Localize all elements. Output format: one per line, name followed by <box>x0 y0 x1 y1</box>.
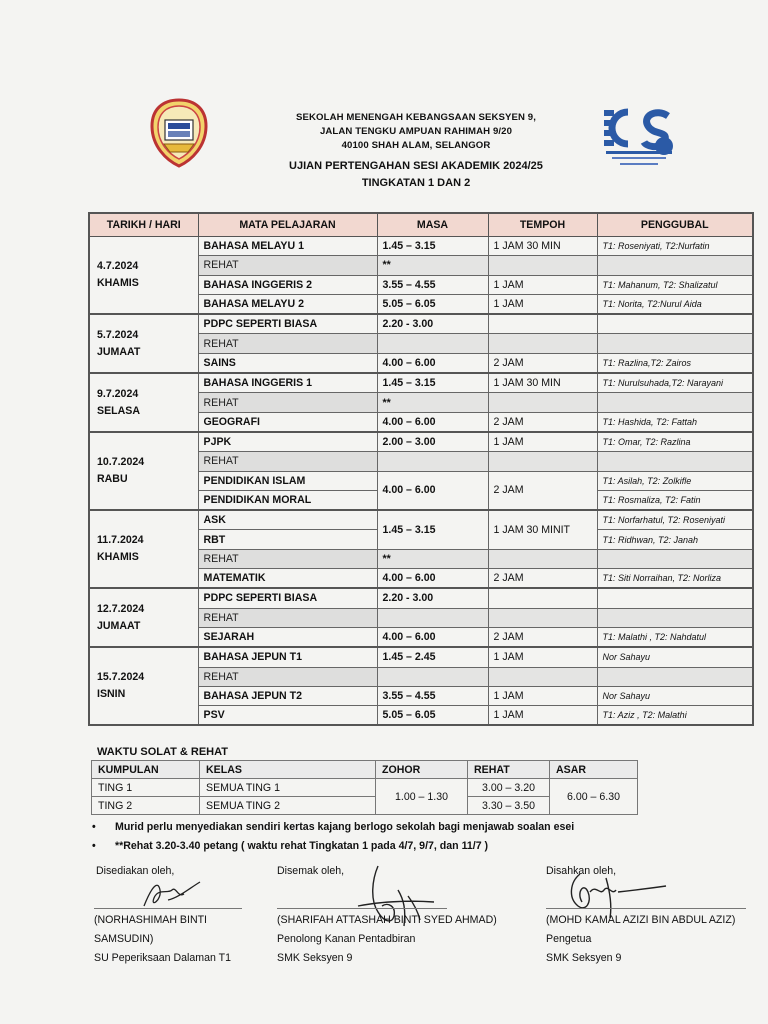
exam-day: JUMAAT <box>97 345 141 358</box>
signature-role: SU Peperiksaan Dalaman T1 <box>94 952 232 964</box>
duration-cell <box>488 256 597 275</box>
setter-cell: T1: Norfarhatul, T2: Roseniyati <box>597 510 753 530</box>
signature-name-cont: SAMSUDIN) <box>94 933 154 945</box>
time-cell: 4.00 – 6.00 <box>377 353 488 373</box>
signature-reviewed-details <box>277 911 497 968</box>
signature-reviewed <box>277 862 344 881</box>
timetable-row <box>89 510 753 530</box>
duration-cell <box>488 314 597 334</box>
subject-cell: BAHASA JEPUN T1 <box>198 647 377 667</box>
time-cell: 4.00 – 6.00 <box>377 627 488 647</box>
timetable-row <box>89 588 753 608</box>
time-cell: 4.00 – 6.00 <box>377 569 488 589</box>
exam-day: RABU <box>97 473 128 486</box>
prayer-header-zohor: ZOHOR <box>376 761 468 779</box>
time-cell: 2.00 – 3.00 <box>377 432 488 452</box>
date-day-cell <box>89 373 198 432</box>
subject-cell: SEJARAH <box>198 627 377 647</box>
note-item: • Murid perlu menyediakan sendiri kertas kajang berlogo sekolah bagi menjawab soalan esei <box>92 818 752 837</box>
exam-day: SELASA <box>97 404 140 417</box>
school-street: JALAN TENGKU AMPUAN RAHIMAH 9/20 <box>319 126 513 137</box>
duration-cell: 1 JAM <box>488 647 597 667</box>
timetable-row <box>89 432 753 452</box>
exam-day: KHAMIS <box>97 277 139 290</box>
setter-cell: Nor Sahayu <box>597 647 753 667</box>
notes-list <box>92 818 752 856</box>
header-duration: TEMPOH <box>488 213 597 237</box>
setter-cell: T1: Omar, T2: Razlina <box>597 432 753 452</box>
exam-date: 11.7.2024 <box>97 534 144 547</box>
subject-cell: REHAT <box>198 608 377 627</box>
subject-cell: PJPK <box>198 432 377 452</box>
signature-role: SMK Seksyen 9 <box>277 952 353 964</box>
setter-cell <box>597 667 753 686</box>
time-cell: ** <box>377 393 488 412</box>
duration-cell: 1 JAM <box>488 706 597 726</box>
time-cell: ** <box>377 256 488 275</box>
duration-cell <box>488 334 597 353</box>
signature-name: (SHARIFAH ATTASHAH BINTI SYED AHMAD) <box>277 914 497 926</box>
timetable-row <box>89 237 753 256</box>
subject-cell: RBT <box>198 530 377 549</box>
prayer-header-row <box>92 761 638 779</box>
exam-date: 12.7.2024 <box>97 602 145 615</box>
prayer-rehat-time: 3.30 – 3.50 <box>468 797 550 815</box>
date-day-cell <box>89 647 198 725</box>
prayer-break-table <box>91 760 638 815</box>
prayer-group: TING 2 <box>92 797 200 815</box>
subject-cell: ASK <box>198 510 377 530</box>
duration-cell <box>488 667 597 686</box>
subject-cell: PSV <box>198 706 377 726</box>
header-time: MASA <box>377 213 488 237</box>
header-subject: MATA PELAJARAN <box>198 213 377 237</box>
header-date: TARIKH / HARI <box>89 213 198 237</box>
timetable-header-row <box>89 213 753 237</box>
time-cell <box>377 608 488 627</box>
signature-line <box>277 908 447 909</box>
time-cell: 1.45 – 2.45 <box>377 647 488 667</box>
prayer-header-class: KELAS <box>200 761 376 779</box>
date-day-cell <box>89 510 198 588</box>
setter-cell: T1: Siti Norraihan, T2: Norliza <box>597 569 753 589</box>
subject-cell: SAINS <box>198 353 377 373</box>
time-cell: 4.00 – 6.00 <box>377 471 488 510</box>
setter-cell: T1: Roseniyati, T2:Nurfatin <box>597 237 753 256</box>
exam-title: UJIAN PERTENGAHAN SESI AKADEMIK 2024/25 <box>289 160 543 172</box>
subject-cell: PENDIDIKAN ISLAM <box>198 471 377 490</box>
signature-line <box>546 908 746 909</box>
setter-cell <box>597 393 753 412</box>
subject-cell: GEOGRAFI <box>198 412 377 432</box>
school-crest-logo <box>148 98 210 168</box>
duration-cell: 2 JAM <box>488 412 597 432</box>
duration-cell: 1 JAM <box>488 294 597 314</box>
setter-cell <box>597 314 753 334</box>
time-cell: 1.45 – 3.15 <box>377 510 488 549</box>
time-cell: 2.20 - 3.00 <box>377 314 488 334</box>
exam-date: 10.7.2024 <box>97 456 145 469</box>
time-cell: 3.55 – 4.55 <box>377 275 488 294</box>
time-cell: ** <box>377 549 488 568</box>
setter-cell <box>597 549 753 568</box>
setter-cell <box>597 588 753 608</box>
timetable-row <box>89 373 753 393</box>
time-cell: 1.45 – 3.15 <box>377 373 488 393</box>
exam-day: KHAMIS <box>97 551 139 564</box>
exam-date: 9.7.2024 <box>97 387 139 400</box>
signature-label: Disediakan oleh, <box>96 865 175 877</box>
signature-name-cont: Penolong Kanan Pentadbiran <box>277 933 416 945</box>
setter-cell: T1: Malathi , T2: Nahdatul <box>597 627 753 647</box>
subject-cell: REHAT <box>198 256 377 275</box>
prayer-group: TING 1 <box>92 779 200 797</box>
date-day-cell <box>89 432 198 510</box>
setter-cell: T1: Ridhwan, T2: Janah <box>597 530 753 549</box>
duration-cell: 1 JAM <box>488 432 597 452</box>
date-day-cell <box>89 314 198 373</box>
prayer-rehat-time: 3.00 – 3.20 <box>468 779 550 797</box>
subject-cell: BAHASA INGGERIS 2 <box>198 275 377 294</box>
duration-cell <box>488 549 597 568</box>
subject-cell: REHAT <box>198 393 377 412</box>
duration-cell <box>488 452 597 471</box>
duration-cell <box>488 588 597 608</box>
duration-cell: 2 JAM <box>488 569 597 589</box>
subject-cell: PDPC SEPERTI BIASA <box>198 314 377 334</box>
setter-cell <box>597 452 753 471</box>
setter-cell: T1: Mahanum, T2: Shalizatul <box>597 275 753 294</box>
subject-cell: PENDIDIKAN MORAL <box>198 490 377 510</box>
duration-cell <box>488 608 597 627</box>
subject-cell: REHAT <box>198 549 377 568</box>
setter-cell: T1: Razlina,T2: Zairos <box>597 353 753 373</box>
school-postcode: 40100 SHAH ALAM, SELANGOR <box>341 140 491 151</box>
signature-name-cont: Pengetua <box>546 933 592 945</box>
duration-cell <box>488 393 597 412</box>
signature-label: Disahkan oleh, <box>546 865 617 877</box>
time-cell: 1.45 – 3.15 <box>377 237 488 256</box>
time-cell: 4.00 – 6.00 <box>377 412 488 432</box>
signature-label: Disemak oleh, <box>277 865 345 877</box>
subject-cell: BAHASA JEPUN T2 <box>198 686 377 705</box>
timetable-row <box>89 647 753 667</box>
exam-date: 4.7.2024 <box>97 260 139 273</box>
setter-cell: T1: Hashida, T2: Fattah <box>597 412 753 432</box>
prayer-zohor-time: 1.00 – 1.30 <box>376 779 468 815</box>
duration-cell: 2 JAM <box>488 627 597 647</box>
signature-approved-details <box>546 911 735 968</box>
duration-cell: 1 JAM 30 MIN <box>488 237 597 256</box>
duration-cell: 1 JAM 30 MIN <box>488 373 597 393</box>
subject-cell: BAHASA INGGERIS 1 <box>198 373 377 393</box>
time-cell <box>377 334 488 353</box>
prayer-section-title: WAKTU SOLAT & REHAT <box>97 746 228 758</box>
prayer-header-asar: ASAR <box>550 761 638 779</box>
exam-heading <box>226 158 606 192</box>
prayer-header-rehat: REHAT <box>468 761 550 779</box>
header-setter: PENGGUBAL <box>597 213 753 237</box>
duration-cell: 1 JAM 30 MINIT <box>488 510 597 549</box>
setter-cell: T1: Rosmaliza, T2: Fatin <box>597 490 753 510</box>
exam-date: 5.7.2024 <box>97 328 139 341</box>
subject-cell: REHAT <box>198 334 377 353</box>
note-item: • **Rehat 3.20-3.40 petang ( waktu rehat Tingkatan 1 pada 4/7, 9/7, dan 11/7 ) <box>92 837 752 856</box>
date-day-cell <box>89 237 198 315</box>
subject-cell: REHAT <box>198 452 377 471</box>
setter-cell: T1: Norita, T2:Nurul Aida <box>597 294 753 314</box>
prayer-row <box>92 779 638 797</box>
sekolah-seksyen-9-logo <box>598 106 676 170</box>
timetable-row <box>89 314 753 334</box>
exam-date: 15.7.2024 <box>97 671 145 684</box>
exam-day: ISNIN <box>97 688 126 701</box>
school-address <box>226 111 606 153</box>
duration-cell: 2 JAM <box>488 353 597 373</box>
setter-cell <box>597 256 753 275</box>
exam-subtitle: TINGKATAN 1 DAN 2 <box>361 177 471 189</box>
setter-cell: T1: Nurulsuhada,T2: Narayani <box>597 373 753 393</box>
time-cell: 3.55 – 4.55 <box>377 686 488 705</box>
exam-timetable <box>88 212 754 726</box>
date-day-cell <box>89 588 198 647</box>
prayer-class: SEMUA TING 1 <box>200 779 376 797</box>
school-name: SEKOLAH MENENGAH KEBANGSAAN SEKSYEN 9, <box>296 112 536 123</box>
time-cell: 5.05 – 6.05 <box>377 706 488 726</box>
subject-cell: BAHASA MELAYU 2 <box>198 294 377 314</box>
subject-cell: BAHASA MELAYU 1 <box>198 237 377 256</box>
signature-role: SMK Seksyen 9 <box>546 952 622 964</box>
signature-name: (MOHD KAMAL AZIZI BIN ABDUL AZIZ) <box>546 914 736 926</box>
setter-cell: T1: Asilah, T2: Zolkifle <box>597 471 753 490</box>
duration-cell: 1 JAM <box>488 686 597 705</box>
subject-cell: MATEMATIK <box>198 569 377 589</box>
prayer-class: SEMUA TING 2 <box>200 797 376 815</box>
prayer-asar-time: 6.00 – 6.30 <box>550 779 638 815</box>
duration-cell: 1 JAM <box>488 275 597 294</box>
exam-day: JUMAAT <box>97 619 141 632</box>
time-cell <box>377 667 488 686</box>
setter-cell <box>597 608 753 627</box>
time-cell: 5.05 – 6.05 <box>377 294 488 314</box>
setter-cell <box>597 334 753 353</box>
prayer-header-group: KUMPULAN <box>92 761 200 779</box>
subject-cell: REHAT <box>198 667 377 686</box>
time-cell: 2.20 - 3.00 <box>377 588 488 608</box>
setter-cell: Nor Sahayu <box>597 686 753 705</box>
signature-prepared-details <box>94 911 231 968</box>
subject-cell: PDPC SEPERTI BIASA <box>198 588 377 608</box>
signature-scribble-prepared <box>138 876 208 912</box>
signature-name: (NORHASHIMAH BINTI <box>94 914 208 926</box>
setter-cell: T1: Aziz , T2: Malathi <box>597 706 753 726</box>
signature-line <box>94 908 242 909</box>
timetable-body <box>89 237 753 726</box>
duration-cell: 2 JAM <box>488 471 597 510</box>
time-cell <box>377 452 488 471</box>
